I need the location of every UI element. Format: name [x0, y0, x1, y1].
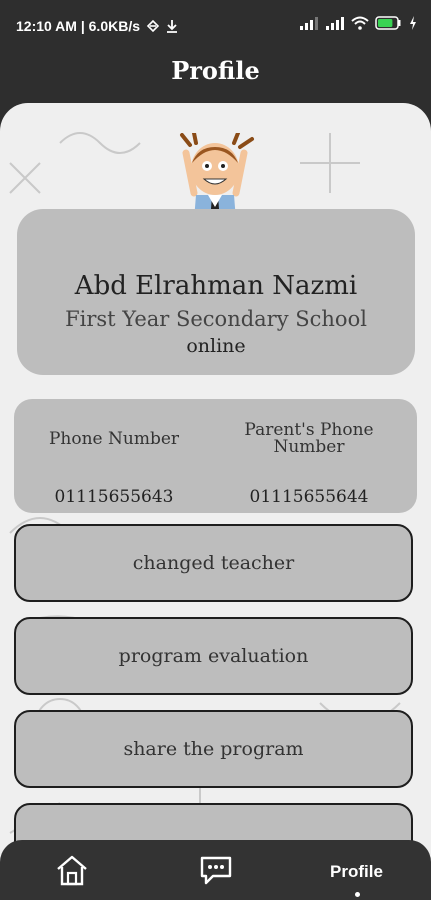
phone-label: Phone Number	[48, 428, 180, 449]
chat-icon	[199, 854, 233, 886]
content-area	[0, 103, 431, 863]
nav-chat[interactable]	[199, 854, 233, 890]
contact-card	[14, 399, 417, 513]
profile-card	[17, 209, 415, 375]
parent-phone-column	[209, 419, 409, 507]
nav-home[interactable]	[55, 854, 89, 890]
status-left	[16, 18, 178, 34]
status-bar	[0, 0, 431, 52]
phone-column	[14, 419, 214, 507]
wifi-icon	[351, 16, 369, 30]
signal-2-icon	[325, 16, 345, 30]
share-program-button[interactable]: share the program	[14, 710, 413, 788]
nav-active-indicator	[355, 892, 360, 897]
study-mode: online	[186, 335, 246, 357]
program-evaluation-button[interactable]: program evaluation	[14, 617, 413, 695]
home-icon	[55, 854, 89, 886]
parent-phone-value: 01115655644	[249, 487, 369, 507]
parent-phone-label: Parent's Phone Number	[244, 420, 374, 457]
battery-icon	[375, 16, 403, 30]
changed-teacher-button[interactable]: changed teacher	[14, 524, 413, 602]
student-grade: First Year Secondary School	[65, 307, 367, 331]
signal-icon	[299, 16, 319, 30]
status-time-speed: 12:10 AM | 6.0KB/s	[16, 18, 141, 34]
bottom-navigation	[0, 840, 431, 900]
page-title: Profile	[171, 56, 260, 85]
charging-icon	[409, 16, 417, 30]
nav-profile[interactable]: Profile	[330, 862, 383, 881]
download-icon	[166, 19, 178, 33]
vpn-icon	[146, 19, 160, 33]
status-right	[299, 16, 417, 30]
student-name: Abd Elrahman Nazmi	[74, 271, 358, 301]
phone-value: 01115655643	[54, 487, 174, 507]
